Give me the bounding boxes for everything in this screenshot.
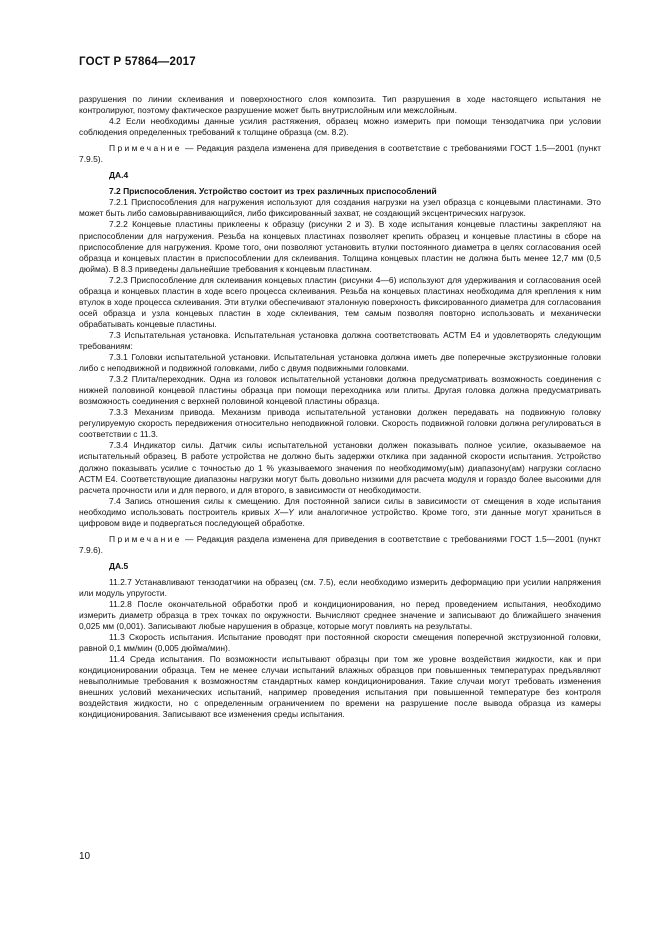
- note: [79, 143, 601, 165]
- note-label: Примечание: [109, 533, 182, 544]
- paragraph: 7.3.1 Головки испытательной установки. Испытательная установка должна иметь две поперечные экструзионные головки либо с неподвижной и подвижной головками, либо с двумя подвижными головками.: [79, 352, 601, 374]
- text-run: 7.4 Запись отношения силы к смещению. Для постоянной записи силы в зависимости от смещения в ходе испытания необходимо использовать построитель кривых: [79, 495, 601, 517]
- note-label: Примечание: [109, 143, 182, 154]
- paragraph: [79, 496, 601, 529]
- paragraph: 7.2.3 Приспособление для склеивания концевых пластин (рисунки 4—6) используют для удерживания и согласования осей образца и концевых пластин в ходе всего процесса склеивания. Резьба на концевых пластинах необходима для крепления к ним втулок в ходе процесса склеивания. Эти втулки обеспечивают эталонную поверхность фиксированного диаметра для согласования осей образца и узла концевых пластин в ходе склеивания, тем самым позволяя повторно использовать и механически обрабатывать концевые пластины.: [79, 274, 601, 329]
- section-heading-da4: ДА.4: [109, 170, 129, 181]
- paragraph: 7.3.3 Механизм привода. Механизм привода испытательной установки должен передавать на подвижную головку регулируемую скорость передвижения относительно неподвижной головки. Скорость подвижной головки должна регулироваться в соответствии с 11.3.: [79, 407, 601, 440]
- paragraph: 11.3 Скорость испытания. Испытание проводят при постоянной скорости смещения поперечной экструзионной головки, равной 0,1 мм/мин (0,005 дюйма/мин).: [79, 632, 601, 654]
- page-number: 10: [79, 851, 91, 862]
- paragraph: 7.2.1 Приспособления для нагружения используют для создания нагрузки на узел образца с концевыми пластинами. Это может быть либо самовыравнивающийся, либо фиксированный захват, не создающий эксцентрических нагрузок.: [79, 197, 601, 219]
- paragraph: 11.2.8 После окончательной обработки проб и кондиционирования, но перед проведением испытания, необходимо измерить диаметр образца в трех точках по окружности. Вычисляют среднее значение и записывают до ближайшего значения 0,025 мм (0,001). Записывают любые нарушения в образце, которые могут повлиять на результаты.: [79, 599, 601, 632]
- paragraph: разрушения по линии склеивания и поверхностного слоя композита. Тип разрушения в ходе настоящего испытания не контролируют, поэтому фактическое разрушение может быть внутрислойным или межслойным.: [79, 94, 601, 116]
- paragraph: 7.3.4 Индикатор силы. Датчик силы испытательной установки должен показывать полное усилие, оказываемое на испытательный образец. В работе устройства не должно быть задержки отклика при заданной скорости испытания. Устройство должно показывать усилие с точностью до 1 % указываемого значения по необходимому(ым) диапазону(ам) нагрузки согласно АСТМ Е4. Соответствующие диапазоны нагрузки могут быть довольно низкими для расчета модуля и гораздо более высокими для расчета прочности или и для первого, и для второго, в зависимости от необходимости.: [79, 440, 601, 495]
- text-run: или аналогичное устройство. Кроме того, эти данные могут храниться в цифровом виде и подвергаться последующей обработке.: [79, 506, 601, 528]
- paragraph: 7.2.2 Концевые пластины приклеены к образцу (рисунки 2 и 3). В ходе испытания концевые пластины закрепляют на приспособлении для нагружения. Резьба на концевых пластинах позволяет крепить образец и концевые пластины в сборе на приспособление для нагружения. Кроме того, они позволяют установить втулки постоянного диаметра в целях согласования осей образца и концевых пластин в приспособлении для склеивания. Толщина концевых пластин не должна быть менее 12,7 мм (0,5 дюйма). В 8.3 приведены дальнейшие требования к концевым пластинам.: [79, 219, 601, 274]
- document-header: ГОСТ Р 57864—2017: [79, 56, 196, 68]
- paragraph: 11.4 Среда испытания. По возможности испытывают образцы при том же уровне воздействия жидкости, как и при кондиционировании образца. Тем не менее случаи испытаний влажных образцов при повышенных температурах предъявляют невыполнимые требования к возможностям стандартных камер кондиционирования. Такие случаи могут требовать изменения внешних условий механических испытаний, например проведения испытания при повышенной температуре без контроля воздействия жидкости, но с определенным ограничением по времени на разрушение после вывода образца из камеры кондиционирования. Записывают все изменения среды испытания.: [79, 654, 601, 720]
- paragraph: 4.2 Если необходимы данные усилия растяжения, образец можно измерить при помощи тензодатчика при условии соблюдения определенных требований к толщине образца (см. 8.2).: [79, 116, 601, 138]
- paragraph: 11.2.7 Устанавливают тензодатчики на образец (см. 7.5), если необходимо измерить деформацию при усилии напряжения или модуль упругости.: [79, 576, 601, 598]
- note-text: — Редакция раздела изменена для приведения в соответствие с требованиями ГОСТ 1.5—2001 (пункт 7.9.5).: [79, 143, 601, 165]
- note-text: — Редакция раздела изменена для приведения в соответствие с требованиями ГОСТ 1.5—2001 (пункт 7.9.6).: [79, 533, 601, 555]
- text-run-italic: X—Y: [274, 506, 294, 517]
- note: [79, 534, 601, 556]
- paragraph: 7.3.2 Плита/переходник. Одна из головок испытательной установки должна предусматривать возможность соединения с нижней половиной концевой пластины образца при помощи переходника или плиты. Другая головка должна предусматривать возможность соединения с верхней половиной концевой пластины образца.: [79, 374, 601, 407]
- paragraph: 7.3 Испытательная установка. Испытательная установка должна соответствовать АСТМ Е4 и удовлетворять следующим требованиям:: [79, 329, 601, 351]
- section-heading-da5: ДА.5: [109, 560, 129, 571]
- page-body: [79, 94, 601, 721]
- subsection-heading: 7.2 Приспособления. Устройство состоит из трех различных приспособлений: [109, 186, 437, 197]
